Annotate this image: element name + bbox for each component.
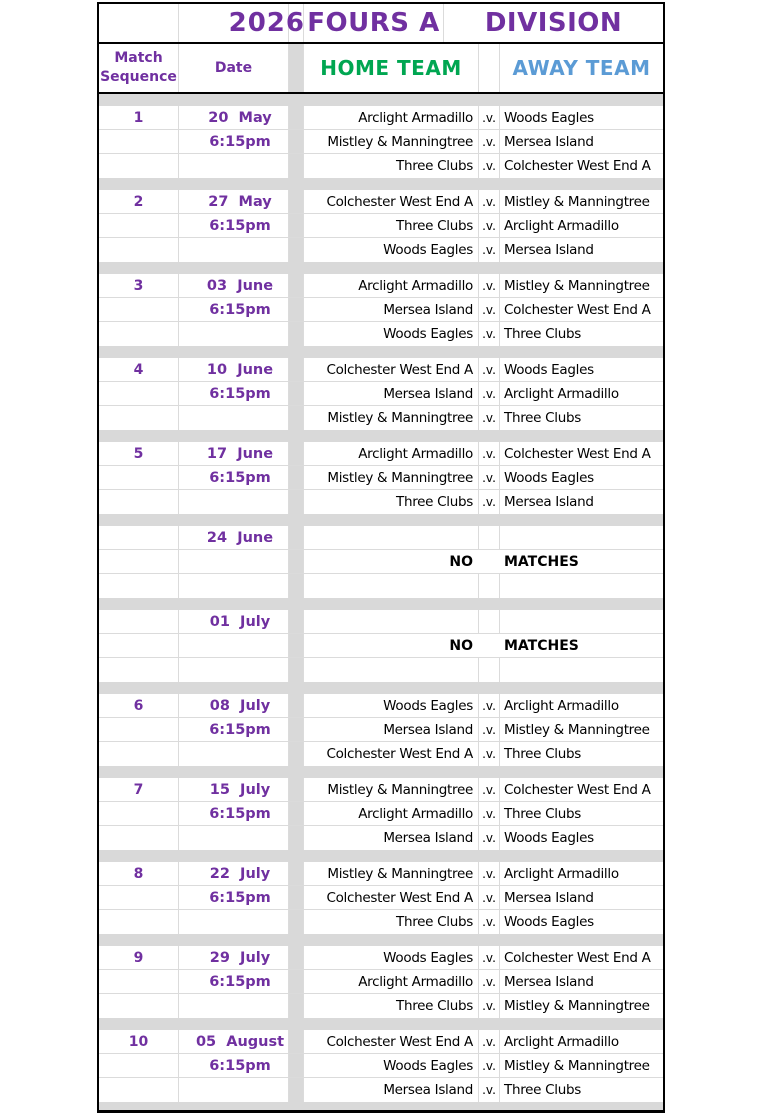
away-team-cell: Woods Eagles (504, 914, 594, 930)
home-team-cell: Colchester West End A (304, 742, 479, 766)
spacer-cell (289, 634, 304, 657)
versus-cell: .v. (479, 802, 500, 825)
away-team-header (500, 44, 663, 92)
separator-band (99, 934, 663, 946)
match-row (99, 946, 663, 970)
spacer-cell (289, 886, 304, 909)
no-matches-row (99, 574, 663, 598)
spacer-cell (289, 274, 304, 297)
versus-cell: .v. (479, 382, 500, 405)
no-matches-row (99, 658, 663, 682)
versus-cell: .v. (479, 214, 500, 237)
fixture-block (99, 178, 663, 262)
away-team-cell: Colchester West End A (504, 949, 651, 966)
separator-band (99, 514, 663, 526)
away-team-cell: Arclight Armadillo (504, 865, 619, 882)
separator-band (99, 850, 663, 862)
home-team-cell: Mistley & Manningtree (304, 862, 479, 885)
sequence-cell (99, 574, 179, 598)
division-title-right: DIVISION (484, 8, 623, 38)
spacer-cell (289, 466, 304, 489)
time-cell: 6:15pm (179, 214, 289, 237)
away-team-cell: Woods Eagles (504, 469, 594, 486)
home-team-cell (304, 610, 479, 633)
home-team-cell: Mersea Island (304, 1078, 479, 1102)
separator-band (99, 766, 663, 778)
title-empty-cell (99, 4, 179, 42)
date-cell: 20 May (179, 106, 289, 129)
match-row (99, 886, 663, 910)
spacer-cell (289, 946, 304, 969)
time-cell (179, 634, 289, 657)
date-cell: 15 July (179, 778, 289, 801)
away-team-cell (500, 574, 663, 598)
year-cell (179, 4, 305, 42)
home-team-cell: Mistley & Manningtree (304, 466, 479, 489)
home-team-cell: Mistley & Manningtree (304, 406, 479, 430)
versus-cell: .v. (479, 1078, 500, 1102)
date-cell: 17 June (179, 442, 289, 465)
date-cell: 08 July (179, 694, 289, 717)
division-title-right-cell (444, 4, 663, 42)
away-team-cell: Mersea Island (504, 973, 594, 990)
match-sequence-header-line1: Match (114, 50, 163, 67)
away-team-cell: Three Clubs (504, 410, 581, 426)
away-team-cell: Arclight Armadillo (504, 217, 619, 234)
sequence-cell (99, 238, 179, 262)
sequence-cell (99, 490, 179, 514)
versus-cell: .v. (479, 946, 500, 969)
spacer-cell (289, 130, 304, 153)
spacer-cell (289, 826, 304, 850)
home-team-cell: Mersea Island (304, 826, 479, 850)
date-cell: 24 June (179, 526, 289, 549)
sequence-cell (99, 826, 179, 850)
versus-cell: .v. (479, 994, 500, 1018)
match-row (99, 778, 663, 802)
versus-cell: .v. (479, 718, 500, 741)
match-row (99, 994, 663, 1018)
away-team-cell: Arclight Armadillo (504, 697, 619, 714)
date-cell: 27 May (179, 190, 289, 213)
match-row (99, 718, 663, 742)
away-team-cell: Woods Eagles (504, 830, 594, 846)
versus-cell: .v. (479, 106, 500, 129)
versus-cell: .v. (479, 406, 500, 430)
division-title-left: FOURS A (307, 8, 440, 38)
spacer-cell (289, 442, 304, 465)
away-team-cell (500, 658, 663, 682)
no-matches-row (99, 634, 663, 658)
home-team-cell (304, 574, 479, 598)
spacer-cell (289, 1078, 304, 1102)
match-row (99, 358, 663, 382)
date-cell (179, 1078, 289, 1102)
date-header-label: Date (214, 60, 253, 76)
home-team-cell: Woods Eagles (304, 1054, 479, 1077)
home-team-cell: Colchester West End A (304, 1030, 479, 1053)
spacer-cell (289, 994, 304, 1018)
home-team-cell: Woods Eagles (304, 238, 479, 262)
fixture-block (99, 682, 663, 766)
date-cell: 29 July (179, 946, 289, 969)
spacer-cell (289, 358, 304, 381)
versus-cell: .v. (479, 910, 500, 934)
spacer-cell (289, 406, 304, 430)
sequence-cell (99, 322, 179, 346)
home-team-cell: Colchester West End A (304, 886, 479, 909)
away-team-cell (500, 610, 663, 633)
match-row (99, 694, 663, 718)
sequence-cell (99, 886, 179, 909)
versus-cell (479, 550, 500, 573)
fixture-block (99, 1018, 663, 1102)
sequence-cell (99, 550, 179, 573)
time-cell: 6:15pm (179, 718, 289, 741)
separator-band (99, 598, 663, 610)
home-team-cell: Three Clubs (304, 214, 479, 237)
time-cell: 6:15pm (179, 466, 289, 489)
home-team-cell: Mistley & Manningtree (304, 130, 479, 153)
versus-cell: .v. (479, 322, 500, 346)
away-team-cell: Mersea Island (504, 242, 594, 258)
versus-cell: .v. (479, 742, 500, 766)
away-team-cell: Colchester West End A (504, 301, 651, 318)
home-team-cell: Colchester West End A (304, 190, 479, 213)
sequence-cell (99, 298, 179, 321)
versus-cell: .v. (479, 130, 500, 153)
spacer-cell (289, 1030, 304, 1053)
fixture-blocks (99, 94, 663, 1102)
spacer-cell (289, 214, 304, 237)
versus-cell: .v. (479, 694, 500, 717)
match-row (99, 382, 663, 406)
versus-cell: .v. (479, 466, 500, 489)
sequence-cell (99, 634, 179, 657)
date-cell: 01 July (179, 610, 289, 633)
match-row (99, 970, 663, 994)
home-team-cell: Arclight Armadillo (304, 274, 479, 297)
fixture-block (99, 514, 663, 598)
spacer-cell (289, 322, 304, 346)
separator-band (99, 682, 663, 694)
spacer-cell (289, 154, 304, 178)
sequence-cell: 10 (99, 1030, 179, 1053)
home-team-cell: Three Clubs (304, 994, 479, 1018)
date-cell (179, 406, 289, 430)
match-row (99, 1030, 663, 1054)
spacer-cell (289, 490, 304, 514)
home-team-cell: Arclight Armadillo (304, 970, 479, 993)
sequence-cell (99, 1054, 179, 1077)
date-cell (179, 322, 289, 346)
home-team-cell: Arclight Armadillo (304, 802, 479, 825)
home-team-cell: Three Clubs (304, 910, 479, 934)
sequence-cell: 7 (99, 778, 179, 801)
versus-cell: .v. (479, 862, 500, 885)
date-header (179, 44, 289, 92)
spacer-cell (289, 694, 304, 717)
versus-cell: .v. (479, 298, 500, 321)
sequence-cell (99, 610, 179, 633)
away-team-cell: Woods Eagles (504, 361, 594, 378)
home-team-cell: Mersea Island (304, 718, 479, 741)
spacer-cell (289, 106, 304, 129)
home-team-cell: Woods Eagles (304, 946, 479, 969)
date-cell (179, 238, 289, 262)
match-row (99, 406, 663, 430)
sequence-cell (99, 718, 179, 741)
home-team-cell: Three Clubs (304, 154, 479, 178)
match-row (99, 490, 663, 514)
away-team-cell: Mersea Island (504, 889, 594, 906)
match-sequence-header-line2: Sequence (100, 69, 177, 85)
versus-cell: .v. (479, 274, 500, 297)
sequence-cell (99, 466, 179, 489)
match-row (99, 190, 663, 214)
home-team-cell: Arclight Armadillo (304, 442, 479, 465)
match-row (99, 826, 663, 850)
away-team-cell: Arclight Armadillo (504, 1033, 619, 1050)
spacer-cell (289, 970, 304, 993)
fixture-block (99, 262, 663, 346)
separator-band (99, 430, 663, 442)
away-team-cell: Colchester West End A (504, 781, 651, 798)
versus-header-cell (479, 44, 500, 92)
home-team-cell: Colchester West End A (304, 358, 479, 381)
sequence-cell: 6 (99, 694, 179, 717)
spacer-cell (289, 610, 304, 633)
sequence-cell (99, 802, 179, 825)
versus-cell: .v. (479, 190, 500, 213)
sequence-cell (99, 994, 179, 1018)
spacer-cell (289, 298, 304, 321)
title-row (99, 4, 663, 44)
away-team-cell: Three Clubs (504, 326, 581, 342)
date-cell: 05 August (179, 1030, 289, 1053)
time-cell: 6:15pm (179, 130, 289, 153)
sequence-cell (99, 382, 179, 405)
date-cell: 03 June (179, 274, 289, 297)
time-cell: 6:15pm (179, 382, 289, 405)
spacer-cell (289, 802, 304, 825)
time-cell (179, 550, 289, 573)
home-team-header-label: HOME TEAM (320, 56, 462, 80)
home-team-cell: Arclight Armadillo (304, 106, 479, 129)
match-row (99, 130, 663, 154)
versus-cell: .v. (479, 778, 500, 801)
versus-cell: .v. (479, 1054, 500, 1077)
away-team-cell: Woods Eagles (504, 109, 594, 126)
fixture-block (99, 598, 663, 682)
away-team-cell: Mersea Island (504, 494, 594, 510)
no-matches-row (99, 550, 663, 574)
spacer-cell (289, 574, 304, 598)
away-team-cell: Mistley & Manningtree (504, 721, 650, 738)
away-team-cell: Mistley & Manningtree (504, 193, 650, 210)
home-team-cell: Three Clubs (304, 490, 479, 514)
spacer-cell (289, 862, 304, 885)
match-row (99, 910, 663, 934)
sequence-cell (99, 1078, 179, 1102)
versus-cell (479, 526, 500, 549)
versus-cell: .v. (479, 442, 500, 465)
away-team-cell: Mistley & Manningtree (504, 1057, 650, 1074)
away-team-header-label: AWAY TEAM (512, 56, 651, 80)
spacer-cell (289, 1054, 304, 1077)
match-row (99, 154, 663, 178)
match-row (99, 802, 663, 826)
fixture-block (99, 850, 663, 934)
no-matches-right: MATCHES (504, 637, 579, 654)
spacer-cell (289, 550, 304, 573)
sequence-cell (99, 970, 179, 993)
versus-cell: .v. (479, 970, 500, 993)
home-team-cell: Mersea Island (304, 298, 479, 321)
spacer-cell (289, 658, 304, 682)
sequence-cell (99, 526, 179, 549)
time-cell: 6:15pm (179, 886, 289, 909)
fixture-table (97, 2, 665, 1113)
separator-band (99, 346, 663, 358)
sequence-cell (99, 910, 179, 934)
date-cell (179, 154, 289, 178)
sequence-cell: 5 (99, 442, 179, 465)
away-team-cell: Mistley & Manningtree (504, 998, 650, 1014)
date-cell: 10 June (179, 358, 289, 381)
bottom-band (99, 1102, 663, 1110)
sequence-cell (99, 130, 179, 153)
no-matches-left: NO (449, 553, 473, 570)
away-team-cell: Three Clubs (504, 1082, 581, 1098)
date-cell (179, 994, 289, 1018)
date-cell: 22 July (179, 862, 289, 885)
away-team-cell: Mistley & Manningtree (504, 277, 650, 294)
away-team-cell: Three Clubs (504, 746, 581, 762)
fixture-block (99, 766, 663, 850)
fixture-block (99, 934, 663, 1018)
no-matches-right: MATCHES (504, 553, 579, 570)
match-row (99, 1078, 663, 1102)
fixture-block (99, 346, 663, 430)
match-row (99, 106, 663, 130)
sequence-cell (99, 154, 179, 178)
home-team-cell: Woods Eagles (304, 322, 479, 346)
versus-cell (479, 610, 500, 633)
match-row (99, 742, 663, 766)
spacer-cell (289, 526, 304, 549)
date-cell (179, 910, 289, 934)
spacer-cell (289, 382, 304, 405)
time-cell: 6:15pm (179, 970, 289, 993)
no-matches-row (99, 610, 663, 634)
match-row (99, 442, 663, 466)
match-row (99, 238, 663, 262)
spacer-cell (289, 778, 304, 801)
away-team-cell: Three Clubs (504, 805, 581, 822)
sequence-cell: 1 (99, 106, 179, 129)
match-row (99, 862, 663, 886)
sequence-cell: 8 (99, 862, 179, 885)
header-spacer-cell (289, 44, 304, 92)
spacer-cell (289, 718, 304, 741)
spacer-cell (289, 190, 304, 213)
home-team-cell: Mistley & Manningtree (304, 778, 479, 801)
versus-cell: .v. (479, 1030, 500, 1053)
match-row (99, 1054, 663, 1078)
column-header-row (99, 44, 663, 94)
separator-band (99, 178, 663, 190)
sequence-cell (99, 658, 179, 682)
away-team-cell: Mersea Island (504, 133, 594, 150)
fixture-block (99, 430, 663, 514)
versus-cell (479, 634, 500, 657)
sequence-cell (99, 406, 179, 430)
sequence-cell: 4 (99, 358, 179, 381)
separator-band (99, 1018, 663, 1030)
versus-cell: .v. (479, 238, 500, 262)
spacer-cell (289, 238, 304, 262)
away-team-cell: Arclight Armadillo (504, 385, 619, 402)
sequence-cell (99, 214, 179, 237)
home-team-cell: Mersea Island (304, 382, 479, 405)
sequence-cell (99, 742, 179, 766)
match-row (99, 214, 663, 238)
match-row (99, 298, 663, 322)
versus-cell (479, 658, 500, 682)
no-matches-row (99, 526, 663, 550)
sequence-cell: 2 (99, 190, 179, 213)
separator-band (99, 94, 663, 106)
match-row (99, 274, 663, 298)
home-team-cell: Woods Eagles (304, 694, 479, 717)
home-team-cell (304, 658, 479, 682)
time-cell: 6:15pm (179, 298, 289, 321)
separator-band (99, 262, 663, 274)
away-team-cell: Colchester West End A (504, 445, 651, 462)
year-title: 2026 (228, 8, 305, 38)
date-cell (179, 490, 289, 514)
versus-cell: .v. (479, 826, 500, 850)
spacer-cell (289, 910, 304, 934)
division-title-left-cell (304, 4, 444, 42)
date-cell (179, 742, 289, 766)
versus-cell: .v. (479, 886, 500, 909)
sequence-cell: 9 (99, 946, 179, 969)
time-cell: 6:15pm (179, 802, 289, 825)
away-team-cell (500, 526, 663, 549)
date-cell (179, 574, 289, 598)
versus-cell (479, 574, 500, 598)
versus-cell: .v. (479, 358, 500, 381)
versus-cell: .v. (479, 490, 500, 514)
time-cell: 6:15pm (179, 1054, 289, 1077)
versus-cell: .v. (479, 154, 500, 178)
sequence-cell: 3 (99, 274, 179, 297)
fixture-block (99, 94, 663, 178)
match-row (99, 322, 663, 346)
spacer-cell (289, 742, 304, 766)
home-team-cell (304, 526, 479, 549)
date-cell (179, 658, 289, 682)
away-team-cell: Colchester West End A (504, 158, 651, 174)
match-sequence-header (99, 44, 179, 92)
match-row (99, 466, 663, 490)
home-team-header (304, 44, 479, 92)
date-cell (179, 826, 289, 850)
no-matches-left: NO (449, 637, 473, 654)
